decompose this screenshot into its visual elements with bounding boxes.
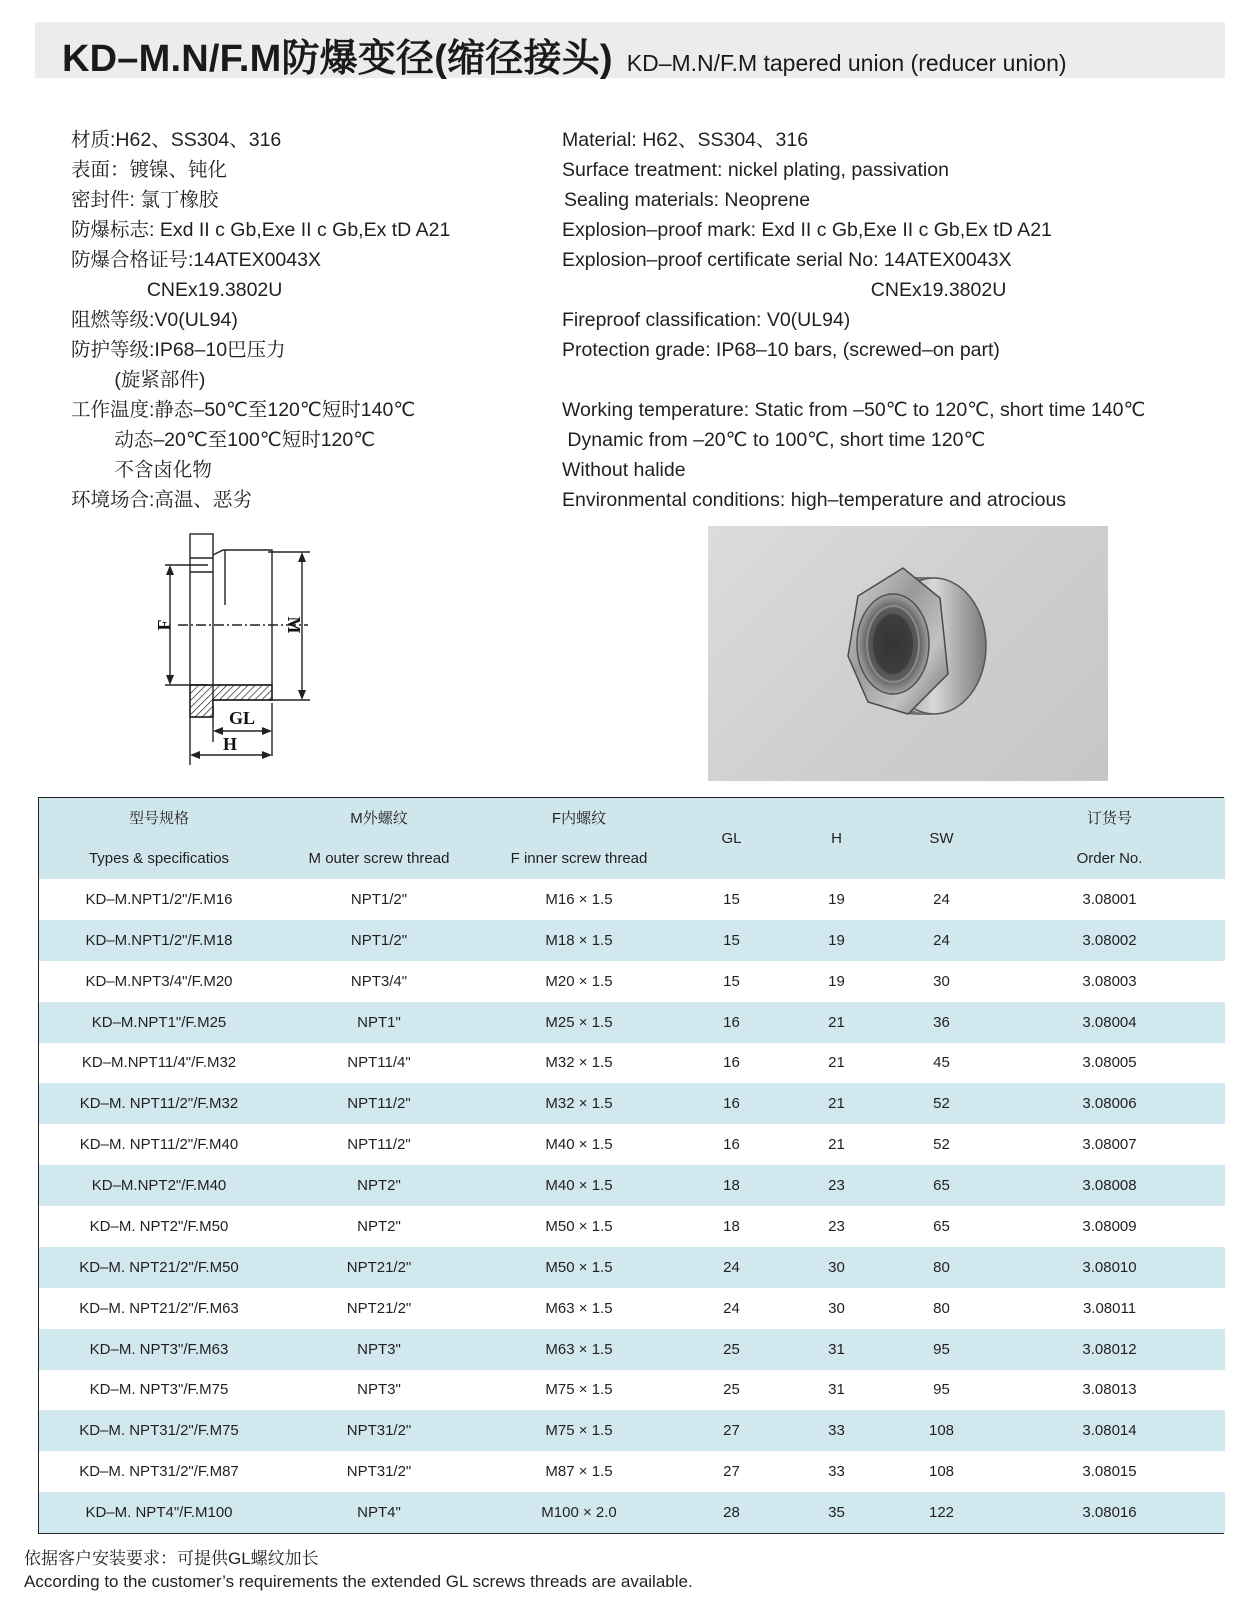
- cell-m-thread: NPT11/4": [347, 1054, 411, 1072]
- page-subtitle: KD–M.N/F.M tapered union (reducer union): [626, 50, 1067, 76]
- cell-f-thread: M32 × 1.5: [545, 1095, 613, 1113]
- col-header-gl: GL: [721, 830, 742, 847]
- cell-m-thread: NPT3/4": [350, 972, 408, 990]
- cell-gl: 18: [723, 1177, 740, 1195]
- cell-sw: 52: [933, 1136, 950, 1154]
- col-header-m-thread: M外螺纹 M outer screw thread: [308, 809, 450, 867]
- product-photo: [708, 526, 1108, 781]
- title-bar: [35, 22, 1225, 78]
- cell-m-thread: NPT21/2": [346, 1258, 412, 1276]
- cell-h: 21: [828, 1054, 845, 1072]
- cell-f-thread: M50 × 1.5: [545, 1217, 613, 1235]
- product-table: [39, 798, 1225, 1533]
- cell-f-thread: M75 × 1.5: [545, 1422, 613, 1440]
- cell-gl: 15: [723, 890, 740, 908]
- cell-order-no: 3.08001: [1082, 890, 1137, 908]
- cell-f-thread: M25 × 1.5: [545, 1013, 613, 1031]
- spec-line: 防爆标志: Exd II c Gb,Exe II c Gb,Ex tD A21: [71, 219, 451, 241]
- cell-h: 19: [828, 931, 845, 949]
- spec-line: Working temperature: Static from –50℃ to 120℃, short time 140℃: [562, 399, 1146, 421]
- cell-order-no: 3.08015: [1082, 1463, 1137, 1481]
- spec-table: [38, 797, 1224, 1534]
- cell-order-no: 3.08014: [1082, 1422, 1137, 1440]
- cell-m-thread: NPT2": [357, 1177, 401, 1195]
- table-row: [39, 1083, 1225, 1124]
- cell-h: 35: [828, 1504, 845, 1522]
- cell-type: KD–M.NPT2"/F.M40: [91, 1177, 227, 1195]
- cell-m-thread: NPT1/2": [350, 931, 408, 949]
- cell-sw: 36: [933, 1013, 950, 1031]
- col-header-order-no: 订货号 Order No.: [1076, 809, 1143, 867]
- cell-f-thread: M75 × 1.5: [545, 1381, 613, 1399]
- spec-line: CNEx19.3802U: [562, 279, 1007, 301]
- cell-gl: 16: [723, 1136, 740, 1154]
- cell-f-thread: M20 × 1.5: [545, 972, 613, 990]
- cell-f-thread: M32 × 1.5: [545, 1054, 613, 1072]
- cell-m-thread: NPT1": [357, 1013, 401, 1031]
- spec-line: Material: H62、SS304、316: [562, 129, 809, 151]
- cell-h: 23: [828, 1217, 845, 1235]
- cell-type: KD–M. NPT31/2"/F.M87: [79, 1463, 239, 1481]
- spec-line: Environmental conditions: high–temperature and atrocious: [562, 489, 1067, 511]
- footer-cn: 依据客户安装要求：可提供GL螺纹加长: [24, 1549, 319, 1568]
- cell-type: KD–M.NPT1"/F.M25: [91, 1013, 227, 1031]
- cell-sw: 45: [933, 1054, 950, 1072]
- page-title: KD–M.N/F.M防爆变径(缩径接头): [62, 38, 613, 80]
- spec-line: 环境场合:高温、恶劣: [71, 489, 252, 511]
- cell-gl: 28: [723, 1504, 740, 1522]
- cell-h: 33: [828, 1422, 845, 1440]
- col-header-sw: SW: [929, 830, 954, 847]
- table-row: [39, 1002, 1225, 1043]
- cell-h: 31: [828, 1340, 845, 1358]
- cell-f-thread: M18 × 1.5: [545, 931, 613, 949]
- spec-line: (旋紧部件): [71, 369, 206, 391]
- specs-english: [562, 125, 1145, 515]
- cell-gl: 15: [723, 931, 740, 949]
- cell-gl: 27: [723, 1422, 740, 1440]
- cell-gl: 15: [723, 972, 740, 990]
- spec-line: Sealing materials: Neoprene: [564, 189, 811, 211]
- cell-sw: 108: [928, 1422, 955, 1440]
- cell-h: 21: [828, 1136, 845, 1154]
- cell-type: KD–M. NPT2"/F.M50: [89, 1217, 229, 1235]
- table-row: [39, 1329, 1225, 1370]
- cell-f-thread: M40 × 1.5: [545, 1177, 613, 1195]
- spec-line: 阻燃等级:V0(UL94): [71, 309, 238, 331]
- cell-order-no: 3.08008: [1082, 1177, 1137, 1195]
- cell-type: KD–M.NPT1/2"/F.M16: [85, 890, 233, 908]
- table-row: [39, 1451, 1225, 1492]
- cell-h: 19: [828, 972, 845, 990]
- cell-sw: 95: [933, 1340, 950, 1358]
- cell-h: 19: [828, 890, 845, 908]
- cell-sw: 122: [928, 1504, 955, 1522]
- table-header-row: [39, 798, 1225, 879]
- table-row: [39, 1370, 1225, 1411]
- cell-sw: 80: [933, 1299, 950, 1317]
- spec-line: Explosion–proof mark: Exd II c Gb,Exe II c Gb,Ex tD A21: [562, 219, 1052, 241]
- cell-order-no: 3.08006: [1082, 1095, 1137, 1113]
- cell-gl: 24: [723, 1258, 740, 1276]
- cell-sw: 95: [933, 1381, 950, 1399]
- cell-type: KD–M.NPT1/2"/F.M18: [85, 931, 233, 949]
- cell-order-no: 3.08007: [1082, 1136, 1137, 1154]
- spec-line: 表面：镀镍、钝化: [71, 159, 228, 181]
- table-row: [39, 1165, 1225, 1206]
- cell-h: 23: [828, 1177, 845, 1195]
- cell-gl: 24: [723, 1299, 740, 1317]
- spec-line: 动态–20℃至100℃短时120℃: [71, 429, 376, 451]
- cell-m-thread: NPT21/2": [346, 1299, 412, 1317]
- table-row: [39, 1124, 1225, 1165]
- cell-order-no: 3.08012: [1082, 1340, 1137, 1358]
- cell-h: 33: [828, 1463, 845, 1481]
- cell-order-no: 3.08003: [1082, 972, 1137, 990]
- cell-sw: 65: [933, 1217, 950, 1235]
- cell-m-thread: NPT1/2": [350, 890, 408, 908]
- col-header-f-thread: F内螺纹 F inner screw thread: [510, 809, 648, 867]
- cell-sw: 24: [933, 890, 950, 908]
- table-row: [39, 961, 1225, 1002]
- cell-order-no: 3.08010: [1082, 1258, 1137, 1276]
- technical-drawing: [130, 520, 340, 770]
- label-m: M: [284, 616, 304, 634]
- cell-h: 30: [828, 1258, 845, 1276]
- footer-note: [24, 1547, 693, 1593]
- cell-h: 21: [828, 1095, 845, 1113]
- label-gl: GL: [228, 708, 256, 728]
- spec-line: CNEx19.3802U: [71, 279, 283, 301]
- spec-line: 不含卤化物: [71, 459, 212, 481]
- cell-sw: 80: [933, 1258, 950, 1276]
- cell-type: KD–M. NPT11/2"/F.M40: [79, 1136, 239, 1154]
- cell-h: 21: [828, 1013, 845, 1031]
- cell-f-thread: M16 × 1.5: [545, 890, 613, 908]
- cell-type: KD–M.NPT3/4"/F.M20: [85, 972, 233, 990]
- cell-type: KD–M. NPT21/2"/F.M63: [79, 1299, 239, 1317]
- label-h: H: [222, 734, 238, 754]
- spec-line: Dynamic from –20℃ to 100℃, short time 120℃: [562, 429, 986, 451]
- reducer-union-image: [708, 526, 1108, 781]
- cell-order-no: 3.08009: [1082, 1217, 1137, 1235]
- spec-line: 材质:H62、SS304、316: [71, 129, 282, 151]
- cell-order-no: 3.08004: [1082, 1013, 1137, 1031]
- cell-m-thread: NPT4": [357, 1504, 401, 1522]
- spec-line: Explosion–proof certificate serial No: 14ATEX0043X: [562, 249, 1012, 271]
- cell-sw: 52: [933, 1095, 950, 1113]
- cell-m-thread: NPT11/2": [347, 1095, 411, 1113]
- cell-sw: 108: [928, 1463, 955, 1481]
- spec-line: Surface treatment: nickel plating, passivation: [562, 159, 949, 181]
- cell-f-thread: M50 × 1.5: [545, 1258, 613, 1276]
- cell-gl: 16: [723, 1095, 740, 1113]
- cell-m-thread: NPT31/2": [346, 1422, 412, 1440]
- table-row: [39, 1410, 1225, 1451]
- table-row: [39, 1247, 1225, 1288]
- cell-h: 30: [828, 1299, 845, 1317]
- cell-type: KD–M. NPT4"/F.M100: [85, 1504, 233, 1522]
- footer-en: According to the customer’s requirements the extended GL screws threads are available.: [24, 1572, 693, 1591]
- cell-order-no: 3.08002: [1082, 931, 1137, 949]
- cell-type: KD–M. NPT11/2"/F.M32: [79, 1095, 239, 1113]
- cell-m-thread: NPT3": [357, 1340, 401, 1358]
- cell-f-thread: M100 × 2.0: [541, 1504, 617, 1522]
- table-row: [39, 1288, 1225, 1329]
- table-row: [39, 1492, 1225, 1533]
- cell-sw: 24: [933, 931, 950, 949]
- cell-gl: 16: [723, 1054, 740, 1072]
- spec-line: 防爆合格证号:14ATEX0043X: [71, 249, 321, 271]
- cell-sw: 30: [933, 972, 950, 990]
- cell-m-thread: NPT3": [357, 1381, 401, 1399]
- cell-gl: 18: [723, 1217, 740, 1235]
- cell-gl: 27: [723, 1463, 740, 1481]
- spec-line: 密封件: 氯丁橡胶: [71, 189, 219, 211]
- spec-line: Protection grade: IP68–10 bars, (screwed–on part): [562, 339, 1000, 361]
- cell-order-no: 3.08013: [1082, 1381, 1137, 1399]
- cell-type: KD–M. NPT3"/F.M63: [89, 1340, 229, 1358]
- spec-line: [562, 365, 1145, 395]
- cell-sw: 65: [933, 1177, 950, 1195]
- table-row: [39, 1206, 1225, 1247]
- cell-order-no: 3.08005: [1082, 1054, 1137, 1072]
- spec-line: 工作温度:静态–50℃至120℃短时140℃: [71, 399, 416, 421]
- table-row: [39, 1043, 1225, 1084]
- cell-f-thread: M63 × 1.5: [545, 1299, 613, 1317]
- cell-order-no: 3.08016: [1082, 1504, 1137, 1522]
- cell-gl: 25: [723, 1381, 740, 1399]
- cell-h: 31: [828, 1381, 845, 1399]
- cell-f-thread: M63 × 1.5: [545, 1340, 613, 1358]
- cell-m-thread: NPT11/2": [347, 1136, 411, 1154]
- cell-f-thread: M87 × 1.5: [545, 1463, 613, 1481]
- col-header-h: H: [831, 830, 842, 847]
- specs-chinese: [71, 125, 450, 515]
- cell-m-thread: NPT2": [357, 1217, 401, 1235]
- cell-order-no: 3.08011: [1082, 1299, 1137, 1317]
- cell-gl: 16: [723, 1013, 740, 1031]
- cell-gl: 25: [723, 1340, 740, 1358]
- col-header-type: 型号规格 Types & specificatios: [88, 809, 230, 867]
- label-f: F: [154, 619, 174, 631]
- spec-line: 防护等级:IP68–10巴压力: [71, 339, 286, 361]
- cell-type: KD–M.NPT11/4"/F.M32: [81, 1054, 237, 1072]
- cell-type: KD–M. NPT3"/F.M75: [89, 1381, 229, 1399]
- spec-line: Without halide: [562, 459, 686, 481]
- table-body: [39, 879, 1225, 1533]
- cell-type: KD–M. NPT21/2"/F.M50: [79, 1258, 239, 1276]
- cell-type: KD–M. NPT31/2"/F.M75: [79, 1422, 239, 1440]
- cell-m-thread: NPT31/2": [346, 1463, 412, 1481]
- table-row: [39, 920, 1225, 961]
- spec-line: Fireproof classification: V0(UL94): [562, 309, 851, 331]
- table-row: [39, 879, 1225, 920]
- cell-f-thread: M40 × 1.5: [545, 1136, 613, 1154]
